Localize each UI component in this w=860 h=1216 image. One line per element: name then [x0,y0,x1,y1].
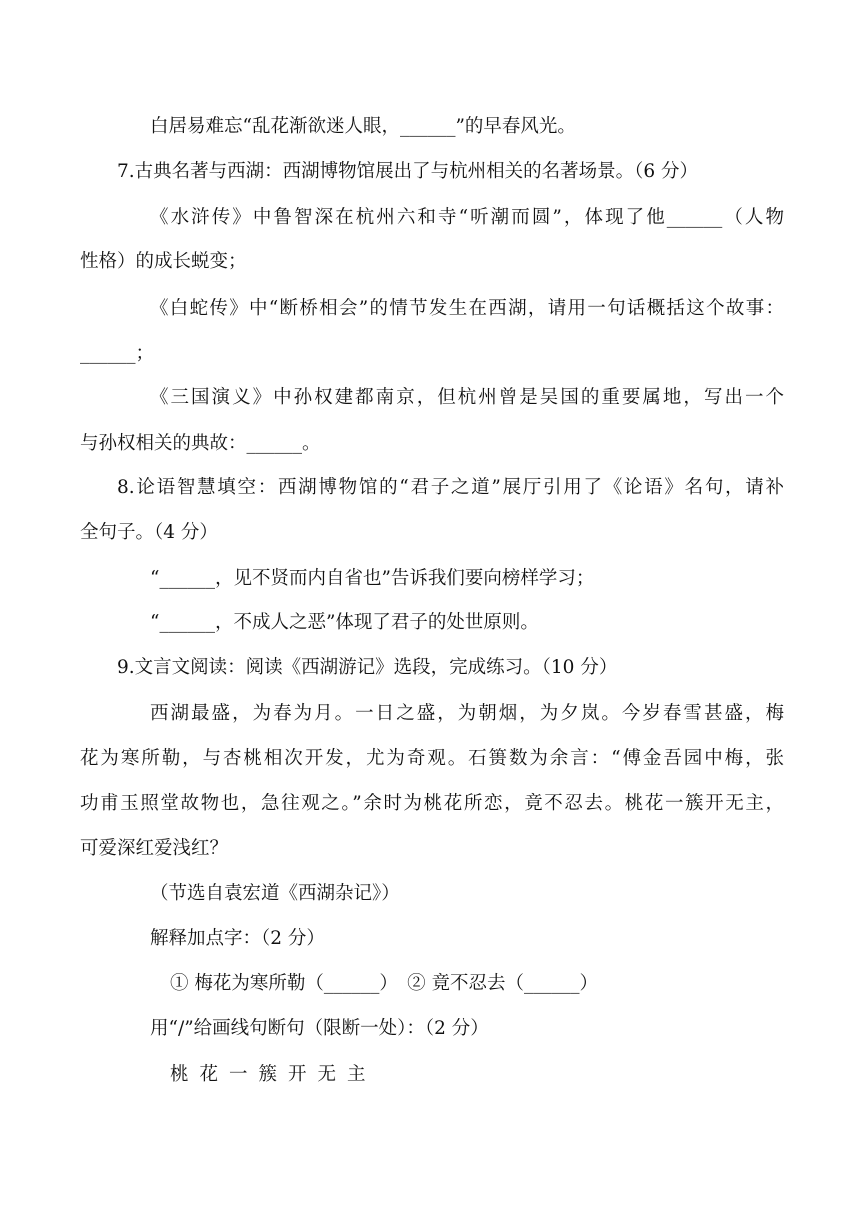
passage-line-1: 西湖最盛，为春为月。一日之盛，为朝烟，为夕岚。今岁春雪甚盛，梅 [150,703,784,724]
question-7-shuihu-line-1: 《水浒传》中鲁智深在杭州六和寺“听潮而圆”，体现了他______（人物 [150,207,784,228]
poem-blank-line: 白居易难忘“乱花渐欲迷人眼，______”的早春风光。 [150,116,576,137]
segmentation-sentence: 桃花一簇开无主 [170,1064,377,1085]
question-7-baishe-line-1: 《白蛇传》中“断桥相会”的情节发生在西湖，请用一句话概括这个故事： [150,298,784,319]
passage-line-3: 功甫玉照堂故物也，急往观之。”余时为桃花所恋，竟不忍去。桃花一簇开无主， [80,793,784,814]
passage-line-2: 花为寒所勒，与杏桃相次开发，尤为奇观。石篑数为余言：“傅金吾园中梅，张 [80,748,784,769]
question-9-sub-2: 用“/”给画线句断句（限断一处）：（2 分） [150,1018,489,1039]
question-9-sub-1: 解释加点字：（2 分） [150,928,325,949]
question-8-blank-2: “______，不成人之恶”体现了君子的处世原则。 [150,612,539,633]
question-9-heading: 9.文言文阅读：阅读《西湖游记》选段，完成练习。（10 分） [117,657,618,678]
question-7-heading: 7.古典名著与西湖：西湖博物馆展出了与杭州相关的名著场景。（6 分） [117,161,699,182]
question-7-sanguo-line-1: 《三国演义》中孙权建都南京，但杭州曾是吴国的重要属地，写出一个 [150,387,784,408]
passage-source: （节选自袁宏道《西湖杂记》） [150,883,400,904]
question-8-heading-line-2: 全句子。（4 分） [80,522,218,543]
question-7-sanguo-line-2: 与孙权相关的典故：______。 [80,433,321,454]
passage-line-4: 可爱深红爱浅红？ [80,838,229,859]
question-7-baishe-line-2: ______； [80,343,155,364]
question-8-blank-1: “______，见不贤而内自省也”告诉我们要向榜样学习； [150,568,595,589]
question-8-heading-line-1: 8.论语智慧填空：西湖博物馆的“君子之道”展厅引用了《论语》名句，请补 [117,477,784,498]
question-9-sub-1-items: ① 梅花为寒所勒（______） ② 竟不忍去（______） [170,973,599,994]
question-7-shuihu-line-2: 性格）的成长蜕变； [80,251,247,272]
